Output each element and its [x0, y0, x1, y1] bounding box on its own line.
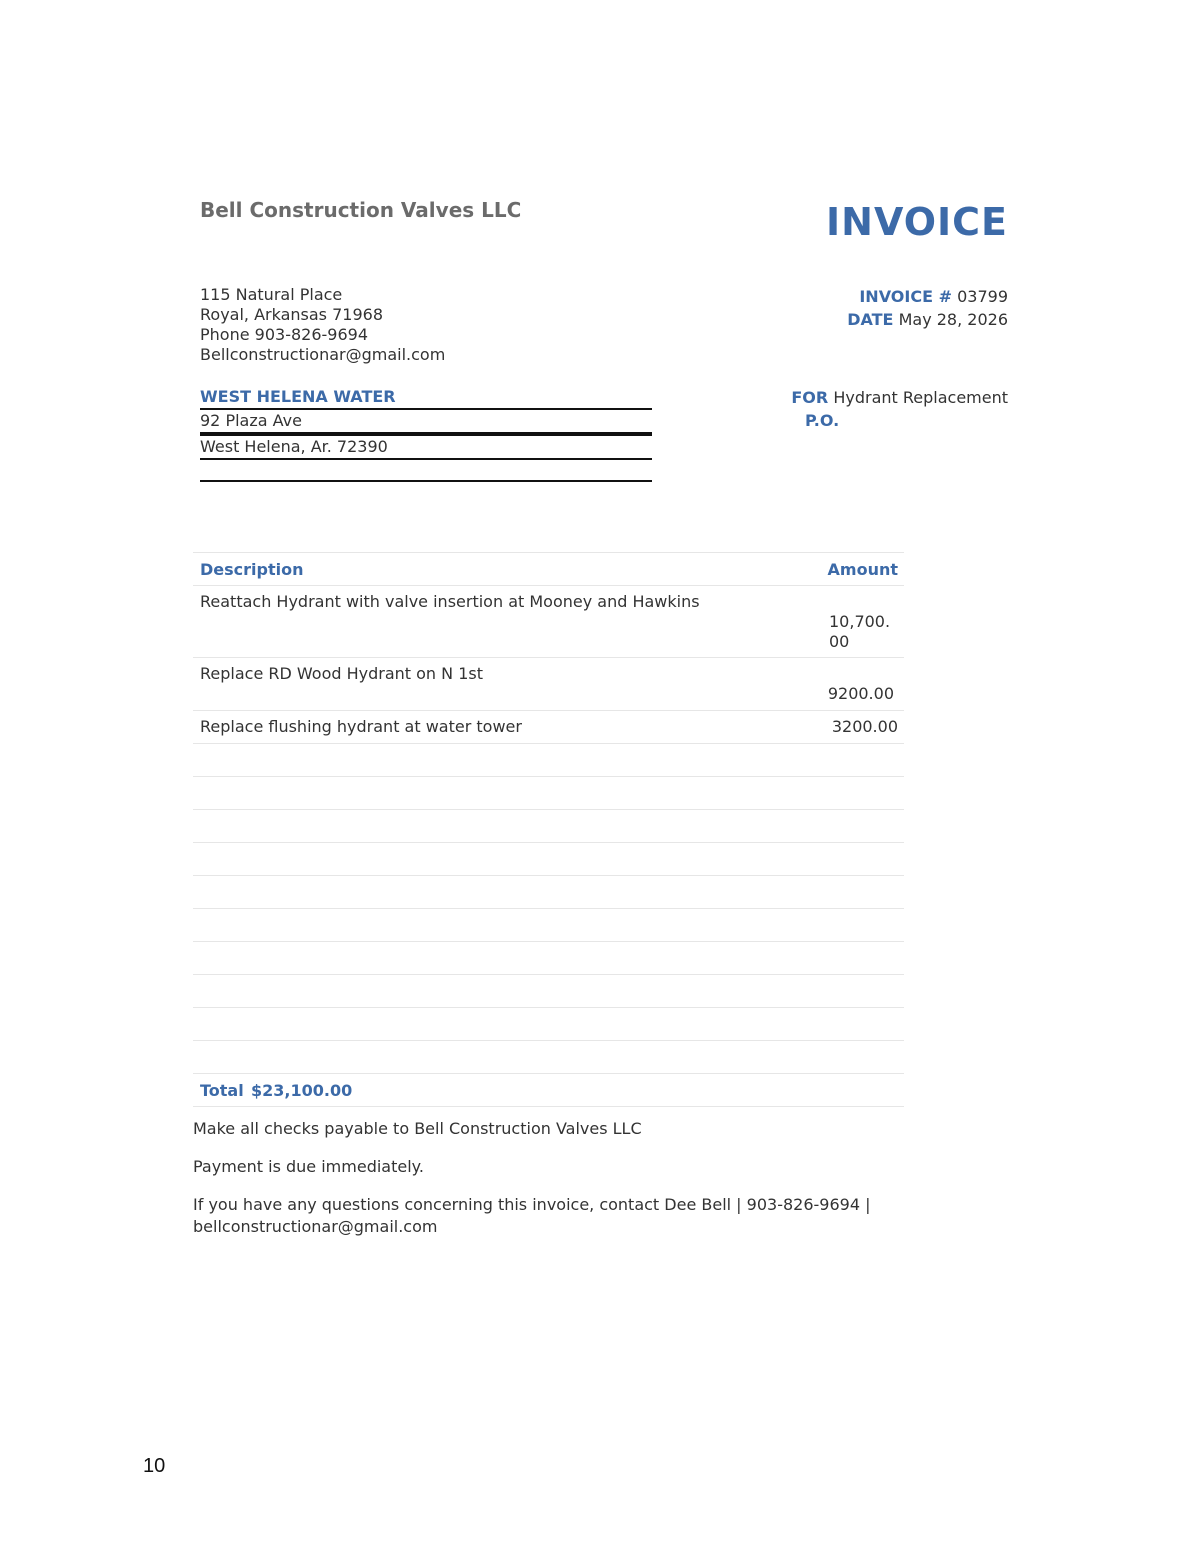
payable-note: Make all checks payable to Bell Construction Valves LLC	[193, 1119, 642, 1138]
invoice-meta	[847, 285, 1008, 331]
invoice-number: 03799	[957, 287, 1008, 306]
table-row	[193, 658, 904, 711]
row-description: Replace RD Wood Hydrant on N 1st	[200, 664, 483, 683]
client-address-line2: West Helena, Ar. 72390	[200, 436, 652, 460]
invoice-number-label: INVOICE #	[859, 287, 952, 306]
empty-row	[193, 876, 904, 909]
company-address-line2: Royal, Arkansas 71968	[200, 305, 383, 324]
bill-to-block	[200, 386, 652, 482]
invoice-date: May 28, 2026	[898, 310, 1008, 329]
row-amount: 3200.00	[831, 717, 898, 736]
invoice-date-label: DATE	[847, 310, 894, 329]
empty-row	[193, 942, 904, 975]
po-label: P.O.	[805, 411, 840, 430]
row-amount: 10,700.00	[829, 612, 891, 651]
empty-row	[193, 975, 904, 1008]
empty-row	[193, 744, 904, 777]
line-items-table	[193, 552, 904, 1107]
contact-note: If you have any questions concerning this invoice, contact Dee Bell | 903-826-9694 | bellconstructionar@gmail.com	[193, 1195, 871, 1236]
page-number: 10	[143, 1455, 166, 1477]
empty-row	[193, 810, 904, 843]
client-address-empty-line	[200, 460, 652, 482]
invoice-number-line	[847, 285, 1008, 308]
company-phone: Phone 903-826-9694	[200, 325, 368, 344]
table-row	[193, 711, 904, 744]
client-name: WEST HELENA WATER	[200, 386, 652, 410]
company-address	[200, 285, 445, 365]
empty-row	[193, 843, 904, 876]
client-address-line1: 92 Plaza Ave	[200, 410, 652, 436]
for-value: Hydrant Replacement	[833, 388, 1008, 407]
invoice-title: INVOICE	[826, 200, 1008, 244]
for-label: FOR	[791, 388, 829, 407]
empty-row	[193, 777, 904, 810]
total-value: $23,100.00	[251, 1081, 353, 1100]
company-email: Bellconstructionar@gmail.com	[200, 345, 446, 364]
table-header-row	[193, 553, 904, 586]
row-description: Replace flushing hydrant at water tower	[200, 717, 522, 736]
description-header: Description	[200, 560, 304, 579]
row-amount: 9200.00	[827, 684, 894, 703]
invoice-for-line	[791, 386, 1008, 409]
company-address-line1: 115 Natural Place	[200, 285, 343, 304]
invoice-date-line	[847, 308, 1008, 331]
table-row	[193, 586, 904, 658]
invoice-notes	[193, 1118, 913, 1254]
empty-row	[193, 909, 904, 942]
total-row	[193, 1074, 904, 1107]
due-note: Payment is due immediately.	[193, 1157, 424, 1176]
row-description: Reattach Hydrant with valve insertion at Mooney and Hawkins	[200, 592, 700, 611]
company-name: Bell Construction Valves LLC	[200, 198, 522, 222]
total-label: Total	[200, 1081, 244, 1100]
empty-row	[193, 1008, 904, 1041]
amount-header: Amount	[827, 560, 898, 579]
empty-row	[193, 1041, 904, 1074]
